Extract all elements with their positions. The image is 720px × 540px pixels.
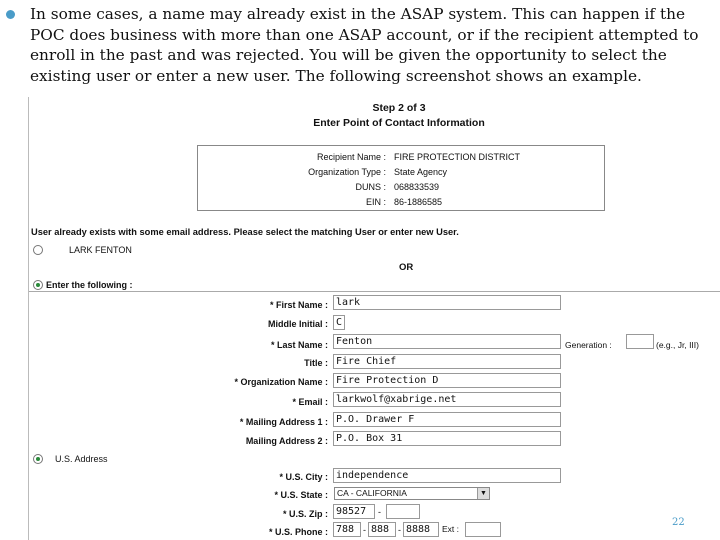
phone-line-input[interactable]: 8888	[403, 522, 439, 537]
state-select[interactable]	[334, 487, 490, 500]
mailing-address-2-input[interactable]: P.O. Box 31	[333, 431, 561, 446]
mailing-address-1-label: * Mailing Address 1 :	[239, 417, 328, 427]
middle-initial-label: Middle Initial :	[268, 319, 328, 329]
asap-screenshot	[28, 97, 720, 540]
phone-sep-2: -	[398, 525, 401, 535]
step-indicator: Step 2 of 3	[372, 102, 426, 114]
poc-row-duns: DUNS : 068833539	[355, 182, 440, 192]
org-name-input[interactable]: Fire Protection D	[333, 373, 561, 388]
us-address-radio[interactable]	[33, 454, 43, 464]
slide-bullet	[6, 4, 714, 86]
poc-row-ein: EIN : 86-1886585	[365, 197, 443, 207]
generation-label: Generation :	[565, 340, 612, 350]
last-name-input[interactable]: Fenton	[333, 334, 561, 349]
state-select-value: CA - CALIFORNIA	[337, 488, 407, 498]
state-label: * U.S. State :	[274, 490, 328, 500]
phone-prefix-input[interactable]: 888	[368, 522, 396, 537]
phone-ext-label: Ext :	[442, 524, 460, 534]
city-label: * U.S. City :	[279, 472, 328, 482]
bullet-text: In some cases, a name may already exist in the ASAP system. This can happen if the POC does business with more than one ASAP account, or if the recipient attempted to enroll in the past and was rejected. You will be given the opportunity to select the existing user or enter a new user. The following screenshot shows an example.	[30, 5, 699, 85]
title-label: Title :	[304, 358, 328, 368]
org-name-label: * Organization Name :	[234, 377, 328, 387]
page-number: 22	[672, 517, 685, 528]
city-input[interactable]: independence	[333, 468, 561, 483]
enter-following-label: Enter the following :	[46, 280, 133, 290]
poc-row-org-type: Organization Type : State Agency	[308, 167, 448, 177]
generation-hint: (e.g., Jr, III)	[656, 340, 699, 350]
first-name-input[interactable]: lark	[333, 295, 561, 310]
phone-sep-1: -	[363, 525, 366, 535]
phone-ext-input[interactable]	[465, 522, 501, 537]
poc-row-recipient: Recipient Name : FIRE PROTECTION DISTRICT	[316, 152, 520, 162]
existing-user-radio[interactable]	[33, 245, 43, 255]
us-address-label: U.S. Address	[55, 454, 108, 464]
existing-user-name: LARK FENTON	[69, 245, 132, 255]
zip-label: * U.S. Zip :	[283, 509, 328, 519]
zip4-input[interactable]	[386, 504, 420, 519]
title-input[interactable]: Fire Chief	[333, 354, 561, 369]
chevron-down-icon[interactable]: ▼	[477, 488, 489, 499]
mailing-address-2-label: Mailing Address 2 :	[245, 436, 328, 446]
generation-input[interactable]	[626, 334, 654, 349]
email-label: * Email :	[292, 397, 328, 407]
or-divider: OR	[399, 262, 414, 273]
poc-info-box	[197, 145, 605, 211]
phone-label: * U.S. Phone :	[268, 527, 328, 537]
existing-user-message: User already exists with some email address. Please select the matching User or enter new User.	[31, 227, 459, 237]
new-user-radio[interactable]	[33, 280, 43, 290]
last-name-label: * Last Name :	[270, 340, 328, 350]
first-name-label: * First Name :	[269, 300, 328, 310]
bullet-dot-icon	[6, 10, 15, 19]
email-input[interactable]: larkwolf@xabrige.net	[333, 392, 561, 407]
zip-separator: -	[378, 507, 381, 517]
mailing-address-1-input[interactable]: P.O. Drawer F	[333, 412, 561, 427]
middle-initial-input[interactable]: C	[333, 315, 345, 330]
zip-input[interactable]: 98527	[333, 504, 375, 519]
phone-area-input[interactable]: 788	[333, 522, 361, 537]
page-heading: Enter Point of Contact Information	[313, 117, 485, 129]
